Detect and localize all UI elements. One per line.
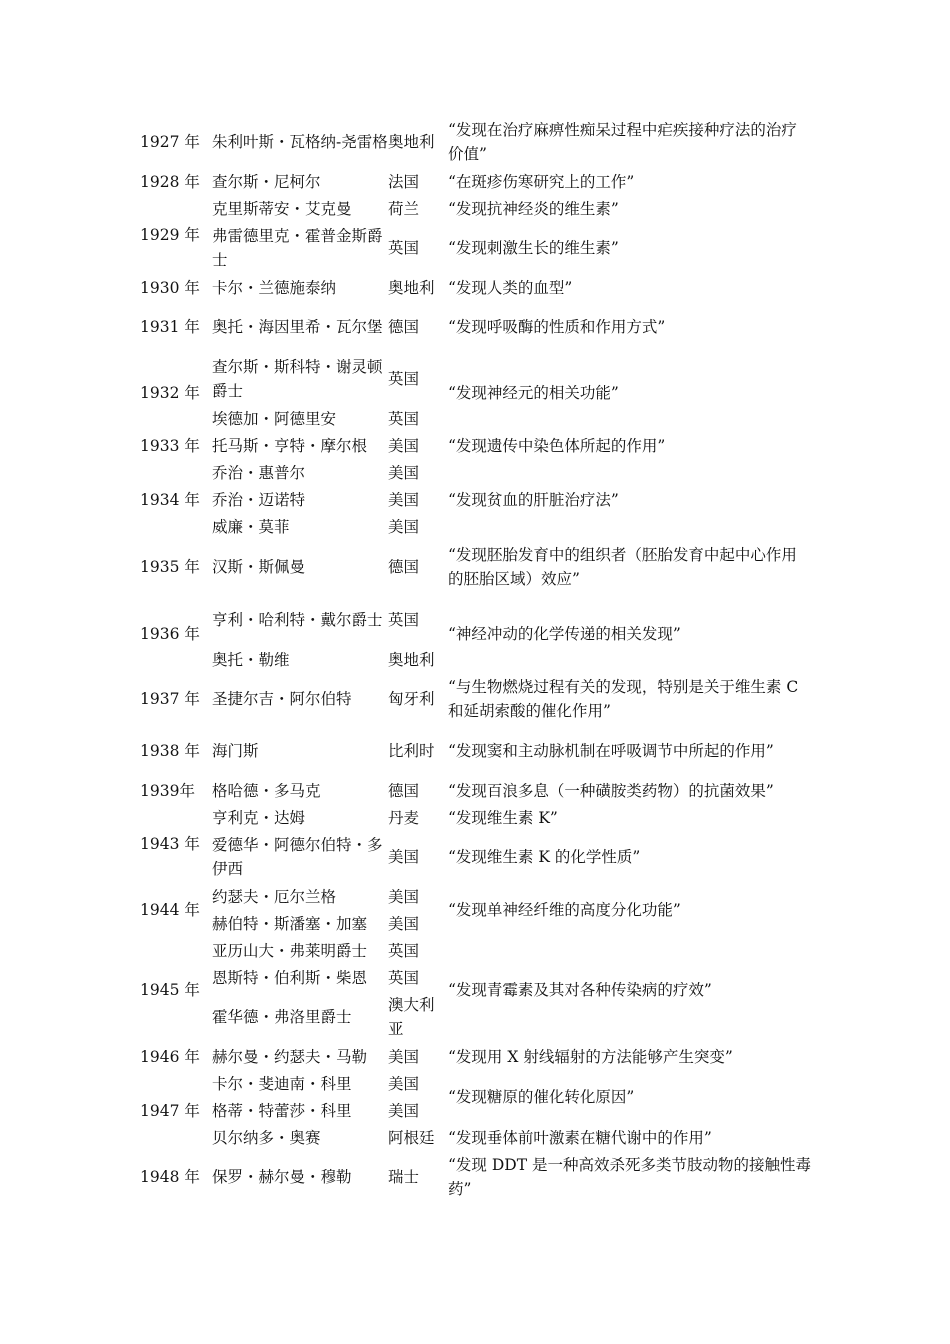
- year-cell: 1927 年: [140, 133, 200, 151]
- reason-cell: “发现百浪多息（一种磺胺类药物）的抗菌效果”: [448, 781, 774, 800]
- reason-cell: “发现遗传中染色体所起的作用”: [448, 436, 666, 455]
- reason-cell: “发现贫血的肝脏治疗法”: [448, 490, 619, 509]
- reason-cell: “发现用 X 射线辐射的方法能够产生突变”: [448, 1047, 733, 1066]
- laureate-name-cell: 贝尔纳多・奥赛: [212, 1128, 321, 1147]
- nationality-cell: 英国: [388, 370, 420, 388]
- year-cell: 1931 年: [140, 318, 200, 336]
- year-cell: 1948 年: [140, 1168, 200, 1186]
- nationality-cell: 德国: [388, 558, 420, 576]
- nationality-cell: 荷兰: [388, 199, 420, 218]
- year-cell: 1936 年: [140, 624, 200, 643]
- nationality-cell: 奥地利: [388, 278, 435, 297]
- table-row: [140, 353, 812, 405]
- laureate-name-cell: 卡尔・斐迪南・科里: [212, 1074, 352, 1093]
- year-cell: 1939年: [140, 781, 195, 800]
- nationality-cell: 美国: [388, 848, 420, 866]
- nationality-cell: 美国: [388, 1074, 420, 1093]
- nationality-cell: 德国: [388, 781, 420, 800]
- laureate-name-cell: 查尔斯・尼柯尔: [212, 172, 321, 191]
- nationality-cell: 匈牙利: [388, 690, 435, 708]
- nationality-cell: 英国: [388, 409, 420, 428]
- table-row: [140, 301, 812, 353]
- nationality-cell: 英国: [388, 239, 420, 257]
- nationality-cell: 美国: [388, 1101, 420, 1120]
- year-cell: 1938 年: [140, 742, 200, 760]
- nationality-cell: 美国: [388, 1047, 420, 1066]
- reason-cell: “发现青霉素及其对各种传染病的疗效”: [448, 981, 712, 999]
- laureate-name-cell: 乔治・惠普尔: [212, 463, 306, 482]
- laureate-name-cell: 圣捷尔吉・阿尔伯特: [212, 690, 352, 708]
- laureate-name-cell: 汉斯・斯佩曼: [212, 558, 306, 576]
- year-cell: 1932 年: [140, 383, 200, 402]
- laureate-name-cell: 霍华德・弗洛里爵士: [212, 1008, 352, 1026]
- nationality-cell: 丹麦: [388, 808, 420, 827]
- reason-cell: “发现人类的血型”: [448, 278, 573, 297]
- nationality-cell: 比利时: [388, 742, 435, 760]
- laureate-name-cell: 查尔斯・斯科特・谢灵顿爵士: [212, 358, 383, 400]
- reason-cell: “发现 DDT 是一种高效杀死多类节肢动物的接触性毒药”: [448, 1156, 811, 1198]
- nationality-cell: 阿根廷: [388, 1128, 435, 1147]
- laureate-name-cell: 恩斯特・伯利斯・柴恩: [212, 968, 368, 987]
- laureate-name-cell: 埃德加・阿德里安: [212, 409, 337, 428]
- table-row: [140, 883, 812, 910]
- laureate-name-cell: 亨利・哈利特・戴尔爵士: [212, 611, 383, 629]
- table-row: [140, 937, 812, 964]
- laureate-name-cell: 克里斯蒂安・艾克曼: [212, 199, 352, 218]
- laureate-name-cell: 赫伯特・斯潘塞・加塞: [212, 914, 368, 933]
- table-row: [140, 725, 812, 777]
- laureate-name-cell: 弗雷德里克・霍普金斯爵士: [212, 227, 383, 269]
- table-row: [140, 195, 812, 222]
- table-row: [140, 222, 812, 274]
- laureate-name-cell: 威廉・莫菲: [212, 517, 290, 536]
- laureate-name-cell: 奥托・勒维: [212, 650, 290, 669]
- year-cell: 1928 年: [140, 172, 200, 191]
- year-cell: 1945 年: [140, 981, 200, 999]
- reason-cell: “发现神经元的相关功能”: [448, 383, 619, 402]
- nationality-cell: 美国: [388, 914, 420, 933]
- year-cell: 1944 年: [140, 901, 200, 919]
- table-row: [140, 1043, 812, 1070]
- table-row: [140, 116, 812, 168]
- year-cell: 1946 年: [140, 1047, 200, 1066]
- nationality-cell: 美国: [388, 490, 420, 509]
- reason-cell: “发现维生素 K”: [448, 808, 558, 827]
- nationality-cell: 德国: [388, 318, 420, 336]
- year-cell: 1943 年: [140, 834, 200, 853]
- nationality-cell: 澳大利亚: [388, 996, 435, 1038]
- year-cell: 1937 年: [140, 690, 200, 708]
- table-row: [140, 432, 812, 459]
- nationality-cell: 奥地利: [388, 650, 435, 669]
- table-row: [140, 831, 812, 883]
- year-cell: 1947 年: [140, 1101, 200, 1120]
- nationality-cell: 美国: [388, 517, 420, 536]
- reason-cell: “发现刺激生长的维生素”: [448, 239, 619, 257]
- laureate-name-cell: 格蒂・特蕾莎・科里: [212, 1101, 352, 1120]
- table-row: [140, 540, 812, 594]
- laureate-name-cell: 保罗・赫尔曼・穆勒: [212, 1168, 352, 1186]
- laureate-name-cell: 爱德华・阿德尔伯特・多伊西: [212, 836, 383, 878]
- year-cell: 1934 年: [140, 490, 200, 509]
- laureate-name-cell: 乔治・迈诺特: [212, 490, 306, 509]
- reason-cell: “发现在治疗麻痹性痴呆过程中疟疾接种疗法的治疗价值”: [448, 121, 797, 163]
- laureate-name-cell: 奥托・海因里希・瓦尔堡: [212, 318, 383, 336]
- reason-cell: “发现单神经纤维的高度分化功能”: [448, 901, 681, 919]
- year-cell: 1929 年: [140, 225, 200, 244]
- table-row: [140, 673, 812, 725]
- laureate-name-cell: 亨利克・达姆: [212, 808, 306, 827]
- nationality-cell: 美国: [388, 887, 420, 906]
- reason-cell: “发现抗神经炎的维生素”: [448, 199, 619, 218]
- laureate-name-cell: 格哈德・多马克: [212, 781, 321, 800]
- table-row: [140, 168, 812, 195]
- nationality-cell: 英国: [388, 941, 420, 960]
- reason-cell: “发现垂体前叶激素在糖代谢中的作用”: [448, 1128, 712, 1147]
- table-row: [140, 459, 812, 486]
- laureate-name-cell: 赫尔曼・约瑟夫・马勒: [212, 1047, 368, 1066]
- nationality-cell: 法国: [388, 172, 420, 191]
- year-cell: 1930 年: [140, 278, 200, 297]
- year-cell: 1933 年: [140, 436, 200, 455]
- laureate-name-cell: 亚历山大・弗莱明爵士: [212, 941, 368, 960]
- laureate-name-cell: 朱利叶斯・瓦格纳-尧雷格: [212, 133, 388, 151]
- reason-cell: “发现窦和主动脉机制在呼吸调节中所起的作用”: [448, 742, 774, 760]
- reason-cell: “在斑疹伤寒研究上的工作”: [448, 172, 635, 191]
- nationality-cell: 美国: [388, 463, 420, 482]
- year-cell: 1935 年: [140, 558, 200, 576]
- laureate-name-cell: 约瑟夫・厄尔兰格: [212, 887, 337, 906]
- nobel-medicine-laureates-table: [140, 116, 812, 1203]
- reason-cell: “与生物燃烧过程有关的发现，特别是关于维生素 C 和延胡索酸的催化作用”: [448, 678, 799, 720]
- reason-cell: “发现糖原的催化转化原因”: [448, 1088, 635, 1106]
- table-row: [140, 1151, 812, 1203]
- nationality-cell: 英国: [388, 968, 420, 987]
- reason-cell: “发现胚胎发育中的组织者（胚胎发育中起中心作用的胚胎区域）效应”: [448, 546, 797, 588]
- reason-cell: “发现维生素 K 的化学性质”: [448, 848, 641, 866]
- laureate-name-cell: 托马斯・亨特・摩尔根: [212, 436, 368, 455]
- table-row: [140, 804, 812, 831]
- nationality-cell: 美国: [388, 436, 420, 455]
- laureate-name-cell: 卡尔・兰德施泰纳: [212, 278, 337, 297]
- reason-cell: “发现呼吸酶的性质和作用方式”: [448, 318, 666, 336]
- table-row: [140, 274, 812, 301]
- nationality-cell: 瑞士: [388, 1168, 420, 1186]
- nationality-cell: 奥地利: [388, 133, 435, 151]
- table-row: [140, 1070, 812, 1097]
- table-row: [140, 594, 812, 646]
- reason-cell: “神经冲动的化学传递的相关发现”: [448, 624, 681, 643]
- nationality-cell: 英国: [388, 611, 420, 629]
- laureate-name-cell: 海门斯: [212, 742, 259, 760]
- table-row: [140, 777, 812, 804]
- table-row: [140, 1124, 812, 1151]
